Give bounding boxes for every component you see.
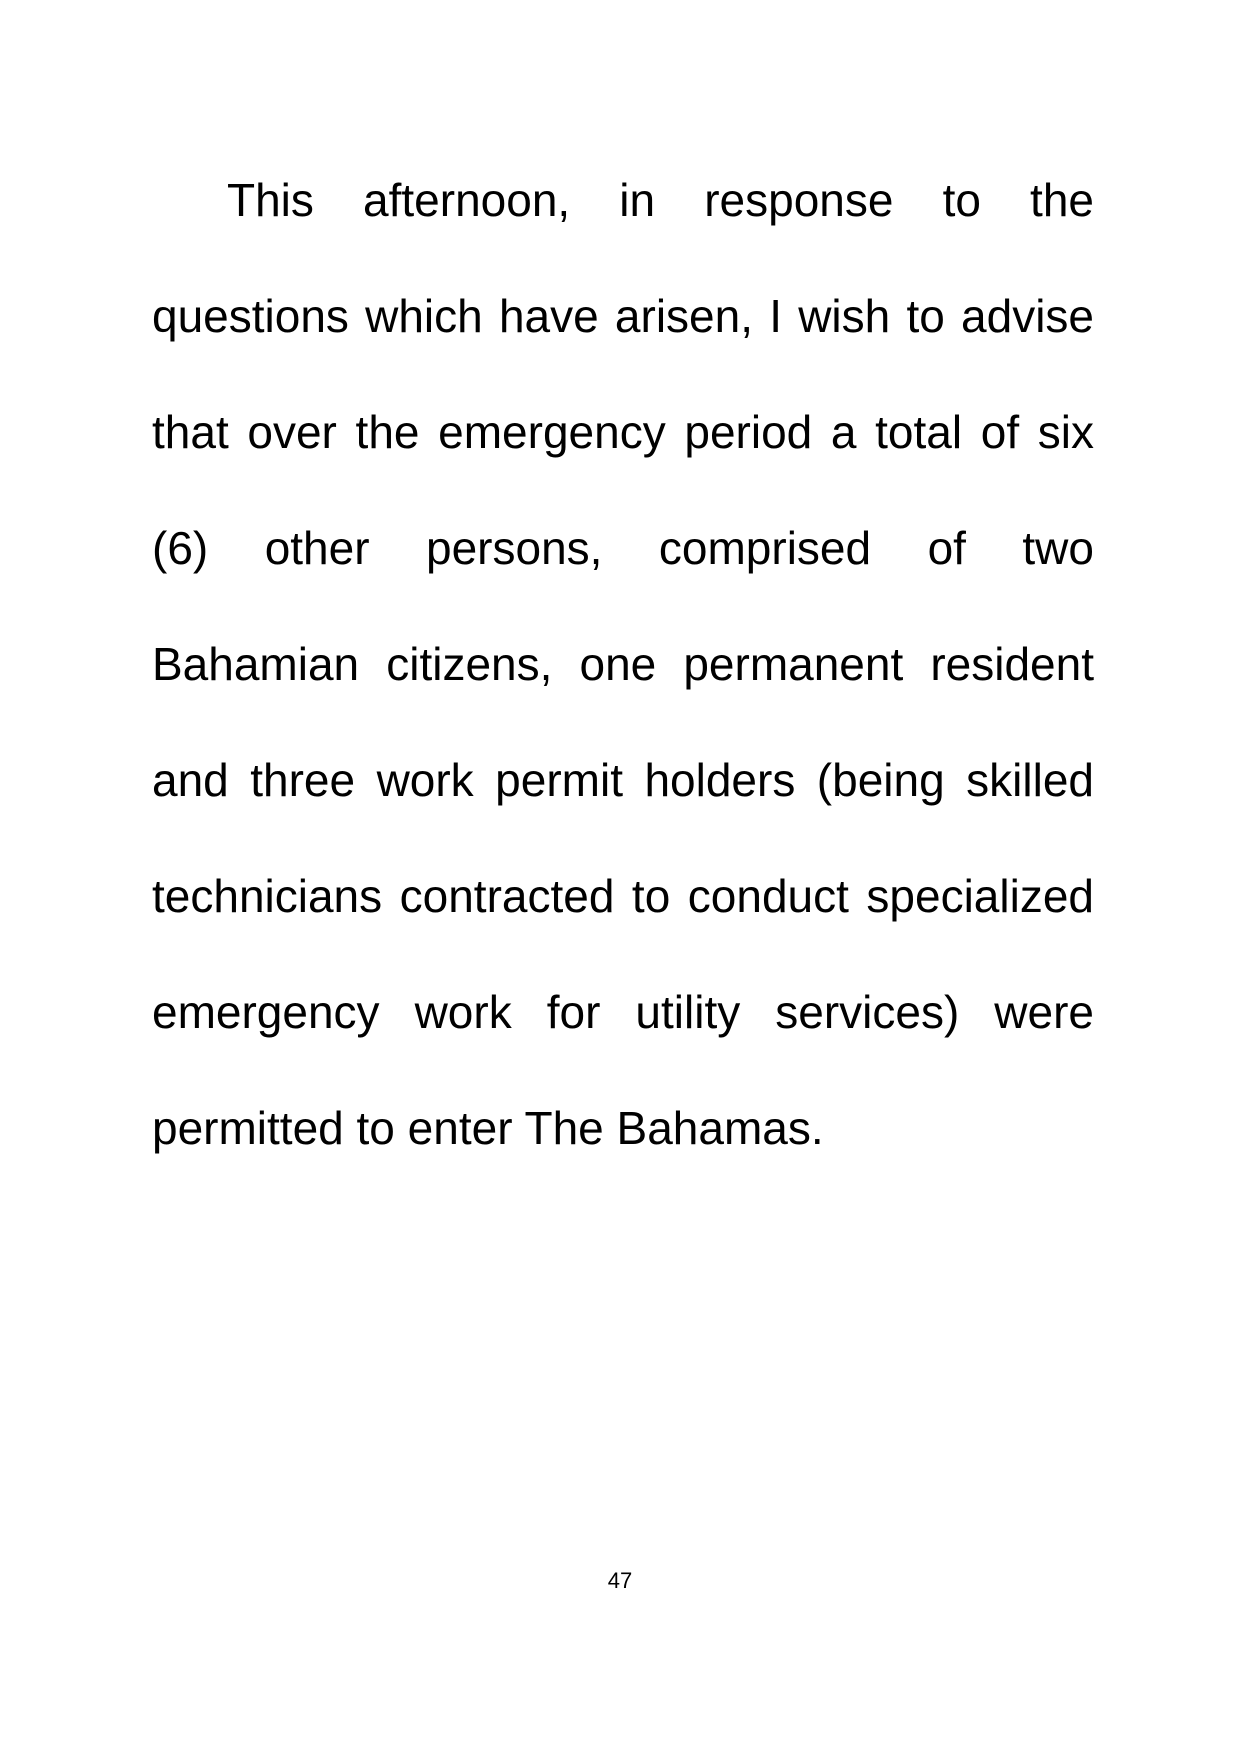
page-number: 47 [607, 1568, 633, 1593]
body-paragraph: This afternoon, in response to the questions which have arisen, I wish to advise that over the emergency period a total of six (6) other persons, comprised of two Bahamian citizens, one permanent resident and three work permit holders (being skilled technicians contracted to conduct specialized emergency work for utility services) were permitted to enter The Bahamas. [152, 174, 1094, 1154]
